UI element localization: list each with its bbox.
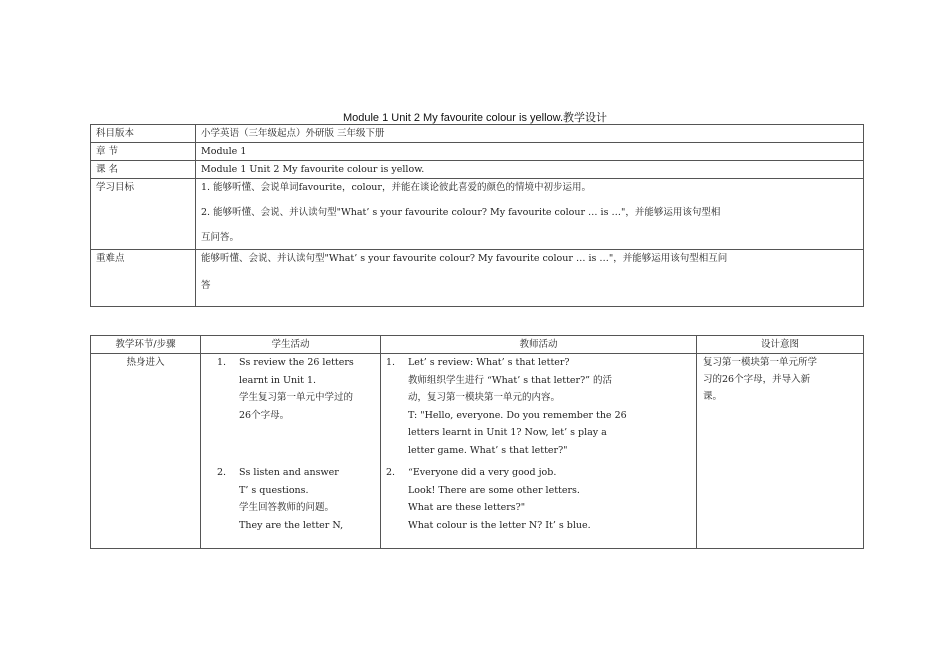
student-activities [201,354,381,549]
table-row [91,125,864,143]
step-name: 热身进入 [91,354,201,549]
teacher-activities [381,354,697,549]
table-row [91,161,864,179]
chapter-value: Module 1 [196,143,864,161]
course-info-table [90,124,864,307]
student-activity-1: 1. Ss review the 26 letters learnt in Unit 1. 学生复习第一单元中学过的 26个字母。 [217,357,354,421]
header-teacher-activity: 教师活动 [381,336,697,354]
key-points-value [196,250,864,307]
document-title: Module 1 Unit 2 My favourite colour is yellow.教学设计 [342,112,608,124]
header-student-activity: 学生活动 [201,336,381,354]
table-row [91,354,864,549]
table-header-row [91,336,864,354]
teacher-activity-1: 1. Let’ s review: What’ s that letter? 教师组织学生进行 “What’ s that letter?” 的活 动，复习第一模块第一单元的内容。 T: "Hello, everyone. Do you remember the 26 letters learnt in Unit 1? Now, let’ s play a letter game. What’ s that letter?" [386,357,627,456]
student-activity-2: 2. Ss listen and answer T’ s questions. 学生回答教师的问题。 They are the letter N, [217,467,344,531]
goals-value [196,179,864,250]
goal-2-line-2: 互问答。 [201,232,240,243]
lesson-name-label: 课 名 [91,161,196,179]
table-row [91,179,864,250]
lesson-plan-table [90,335,864,549]
goal-2-line-1: 2. 能够听懂、会说、并认读句型"What’ s your favourite colour? My favourite colour … is …"，并能够运用该句型相 [201,207,721,218]
subject-value: 小学英语（三年级起点）外研版 三年级下册 [196,125,864,143]
header-design-intent: 设计意图 [697,336,864,354]
chapter-label: 章 节 [91,143,196,161]
lesson-name-value: Module 1 Unit 2 My favourite colour is yellow. [196,161,864,179]
header-step: 教学环节/步骤 [91,336,201,354]
table-row [91,143,864,161]
goal-1: 1. 能够听懂、会说单词favourite，colour，并能在谈论彼此喜爱的颜色的情境中初步运用。 [201,182,591,193]
teacher-activity-2: 2. “Everyone did a very good job. Look! There are some other letters. What are these letters?" What colour is the letter N? It’ s blue. [386,467,591,531]
subject-label: 科目版本 [91,125,196,143]
goals-label: 学习目标 [91,179,196,250]
table-row [91,250,864,307]
key-points-label: 重难点 [91,250,196,307]
design-intent: 复习第一模块第一单元所学 习的26个字母，并导入新 课。 [697,354,864,549]
key-points-line-1: 能够听懂、会说、并认读句型"What’ s your favourite colour? My favourite colour … is …"，并能够运用该句型相互问 [201,253,728,264]
key-points-line-2: 答 [201,280,211,291]
